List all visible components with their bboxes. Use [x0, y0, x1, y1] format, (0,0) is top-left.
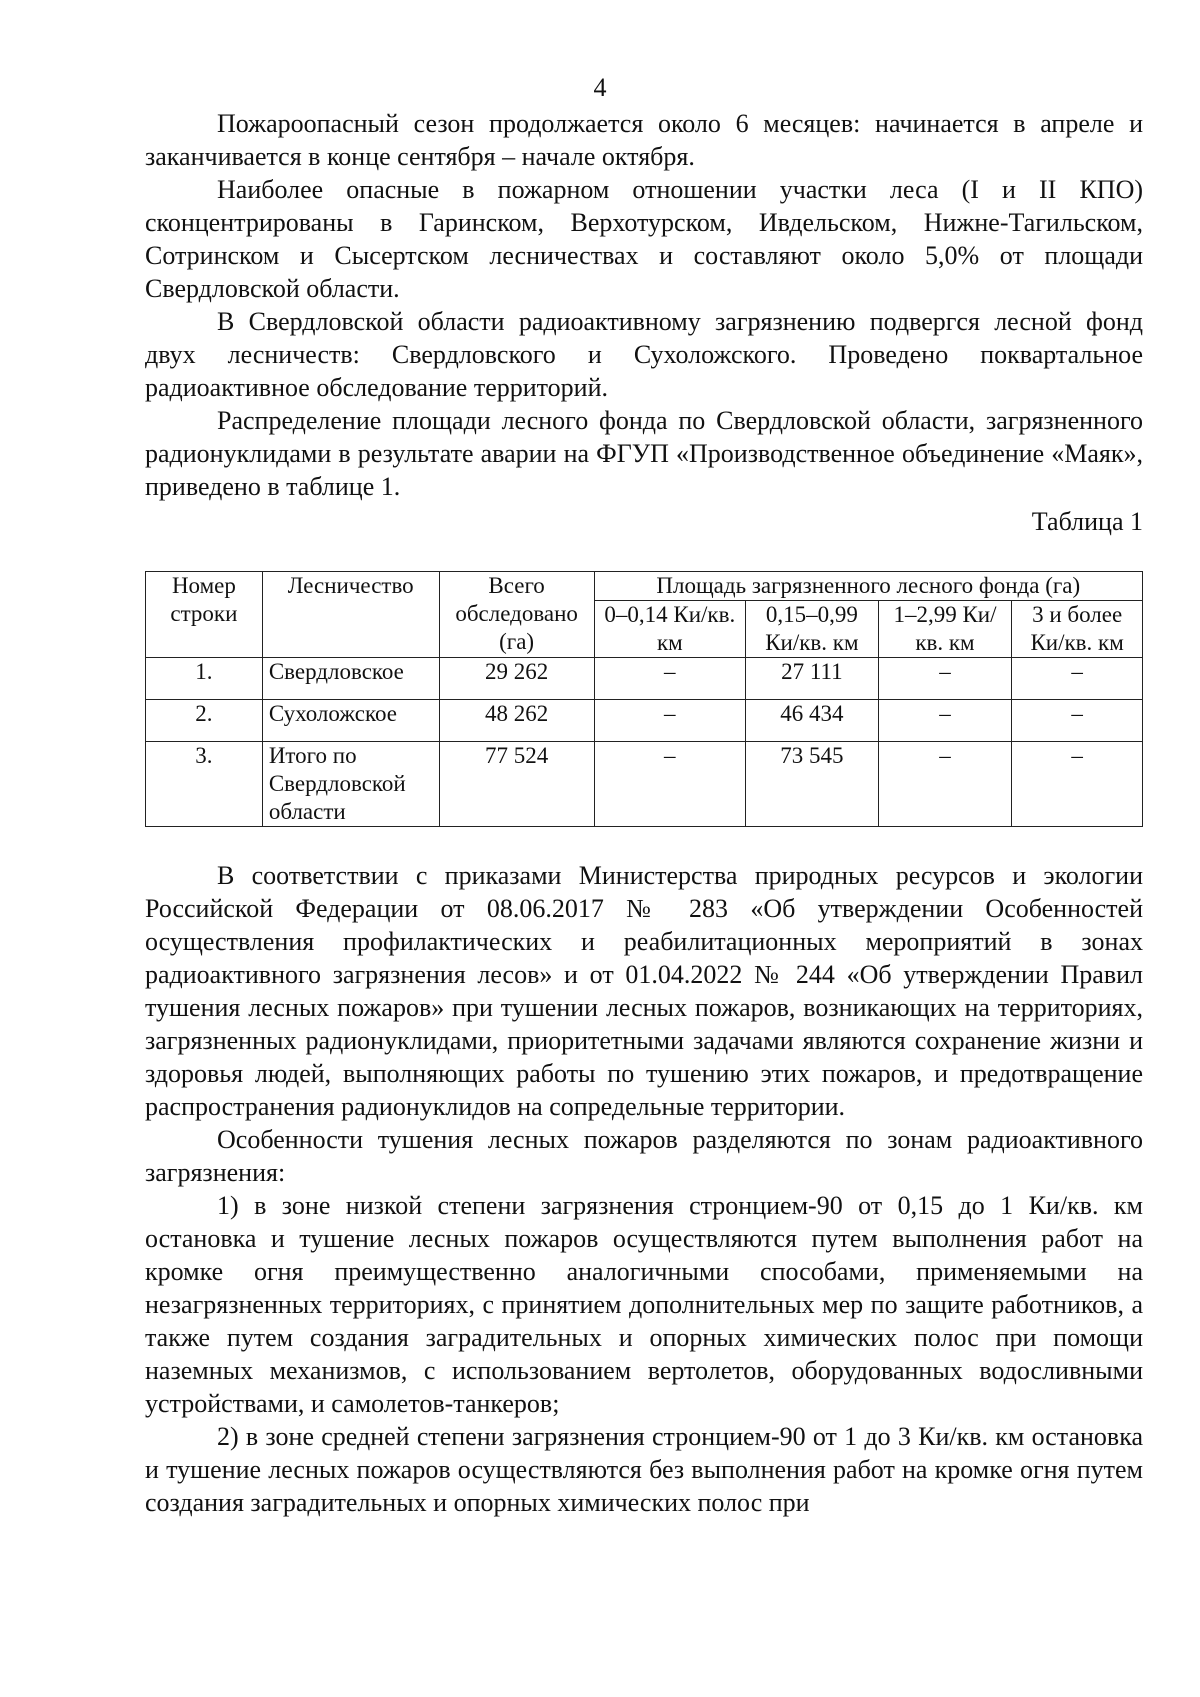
header-row-number: Номер строки [146, 572, 263, 658]
row-number: 3. [146, 742, 263, 827]
row-number: 2. [146, 700, 263, 742]
row-total: 77 524 [439, 742, 594, 827]
header-forestry: Лесничество [262, 572, 439, 658]
row-range-1: – [594, 700, 745, 742]
row-range-1: – [594, 742, 745, 827]
row-range-3: – [878, 700, 1012, 742]
row-range-2: 27 111 [746, 658, 879, 700]
regulation-text [145, 859, 1143, 1519]
row-total: 48 262 [439, 700, 594, 742]
table-row-total [146, 742, 1143, 827]
header-range-2: 0,15–0,99 Ки/кв. км [746, 601, 879, 658]
intro-text [145, 107, 1143, 503]
row-total: 29 262 [439, 658, 594, 700]
header-contaminated-area: Площадь загрязненного лесного фонда (га) [594, 572, 1142, 601]
paragraph-fire-season: Пожароопасный сезон продолжается около 6 месяцев: начинается в апреле и заканчивается в конце сентября – начале октября. [145, 109, 1143, 171]
table-row [146, 700, 1143, 742]
paragraph-ministry-orders: В соответствии с приказами Министерства природных ресурсов и экологии Российской Федерации от 08.06.2017 № 283 «Об утверждении Особенностей осуществления профилактических и реабилитационных мероприятий в зонах радиоактивного загрязнения лесов» и от 01.04.2022 № 244 «Об утверждении Правил тушения лесных пожаров» при тушении лесных пожаров, возникающих на территориях, загрязненных радионуклидами, приоритетными задачами являются сохранение жизни и здоровья людей, выполняющих работы по тушению этих пожаров, и предотвращение распространения радионуклидов на сопредельные территории. [145, 861, 1143, 1121]
table-header-row [146, 572, 1143, 601]
row-range-1: – [594, 658, 745, 700]
row-range-4: – [1012, 658, 1143, 700]
row-range-4: – [1012, 742, 1143, 827]
table-row [146, 658, 1143, 700]
page-number: 4 [593, 73, 607, 102]
row-range-2: 46 434 [746, 700, 879, 742]
row-range-2: 73 545 [746, 742, 879, 827]
paragraph-radioactive-contamination: В Свердловской области радиоактивному загрязнению подвергся лесной фонд двух лесничеств: Свердловского и Сухоложского. Проведено поквартальное радиоактивное обследование территорий. [145, 307, 1143, 402]
header-total-surveyed: Всего обследовано (га) [439, 572, 594, 658]
row-number: 1. [146, 658, 263, 700]
paragraph-medium-zone: 2) в зоне средней степени загрязнения стронцием-90 от 1 до 3 Ки/кв. км остановка и тушение лесных пожаров осуществляются без выполнения работ на кромке огня путем создания заградительных и опорных химических полос при [145, 1422, 1143, 1517]
header-range-4: 3 и более Ки/кв. км [1012, 601, 1143, 658]
paragraph-dangerous-areas: Наиболее опасные в пожарном отношении участки леса (I и II КПО) сконцентрированы в Гаринском, Верхотурском, Ивдельском, Нижне-Тагильском, Сотринском и Сысертском лесничествах и составляют около 5,0% от площади Свердловской области. [145, 175, 1143, 303]
row-range-3: – [878, 658, 1012, 700]
row-forestry: Сухоложское [262, 700, 439, 742]
header-range-3: 1–2,99 Ки/кв. км [878, 601, 1012, 658]
contamination-table [145, 571, 1143, 827]
paragraph-low-zone: 1) в зоне низкой степени загрязнения стронцием-90 от 0,15 до 1 Ки/кв. км остановка и тушение лесных пожаров осуществляются путем выполнения работ на кромке огня преимущественно аналогичными способами, применяемыми на незагрязненных территориях, с принятием дополнительных мер по защите работников, а также путем создания заградительных и опорных химических полос при помощи наземных механизмов, с использованием вертолетов, оборудованных водосливными устройствами, и самолетов-танкеров; [145, 1191, 1143, 1418]
row-forestry: Свердловское [262, 658, 439, 700]
row-range-3: – [878, 742, 1012, 827]
row-range-4: – [1012, 700, 1143, 742]
paragraph-zones-intro: Особенности тушения лесных пожаров разделяются по зонам радиоактивного загрязнения: [145, 1125, 1143, 1187]
row-forestry: Итого по Свердловской области [262, 742, 439, 827]
paragraph-distribution: Распределение площади лесного фонда по Свердловской области, загрязненного радионуклидами в результате аварии на ФГУП «Производственное объединение «Маяк», приведено в таблице 1. [145, 406, 1143, 501]
table-caption: Таблица 1 [1031, 507, 1143, 536]
header-range-1: 0–0,14 Ки/кв. км [594, 601, 745, 658]
